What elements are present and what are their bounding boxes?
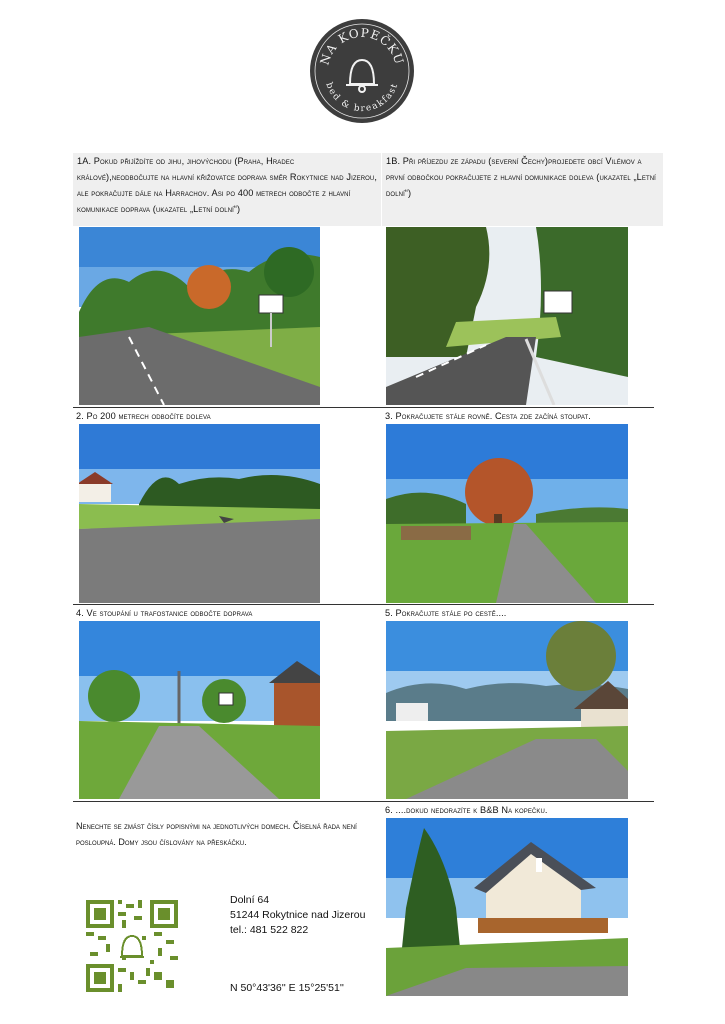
photo-step-5: [386, 621, 628, 799]
logo-tagline: bed & breakfast: [323, 81, 401, 115]
step-4-text: 4. Ve stoupání u trafostanice odbočte doprava: [76, 608, 253, 618]
house-number-note: Nenechte se zmást čísly popisnými na jednotlivých domech. Číselná řada není posloupná. Domy jsou číslovány na přeskáčku.: [76, 821, 357, 847]
step-5-text: 5. Pokračujte stále po cestě....: [385, 608, 507, 618]
photo-step-2: [79, 424, 320, 603]
photo-step-1b: [386, 227, 628, 405]
photo-step-6-house: [386, 818, 628, 996]
gps-coordinates: N 50°43'36'' E 15°25'51'': [230, 982, 344, 994]
address-phone: tel.: 481 522 822: [230, 924, 309, 936]
qr-code: [86, 900, 178, 992]
step-3-text: 3. Pokračujete stále rovně. Cesta zde začíná stoupat.: [385, 411, 591, 421]
logo-name: NA KOPEČKU: [317, 25, 407, 67]
address-street: Dolní 64: [230, 894, 270, 906]
step-2-text: 2. Po 200 metrech odbočíte doleva: [76, 411, 211, 421]
address-city: 51244 Rokytnice nad Jizerou: [230, 909, 366, 921]
step-6-text: 6. ....dokud nedorazíte k B&B Na kopečku.: [385, 805, 548, 815]
step-1a-text: 1A. Pokud přijíždíte od jihu, jihovýchodu (Praha, Hradec králové),neodbočujte na hlavní křižovatce doprava směr Rokytnice nad Jizerou, ale pokračujte dále na Harrachov. Asi po 400 metrech odbočte z hlavní komunikace doprava (ukazatel „Letní dolní“): [73, 153, 381, 226]
photo-step-4: [79, 621, 320, 799]
photo-step-3: [386, 424, 628, 603]
address-block: [230, 893, 365, 938]
step-1b-text: 1B. Při příjezdu ze západu (severní Čechy)projedete obcí Vilémov a první odbočkou pokračujete z hlavní domunikace doleva (ukazatel „Letní dolní“): [382, 153, 663, 226]
photo-step-1a: [79, 227, 320, 405]
logo: [309, 18, 415, 124]
